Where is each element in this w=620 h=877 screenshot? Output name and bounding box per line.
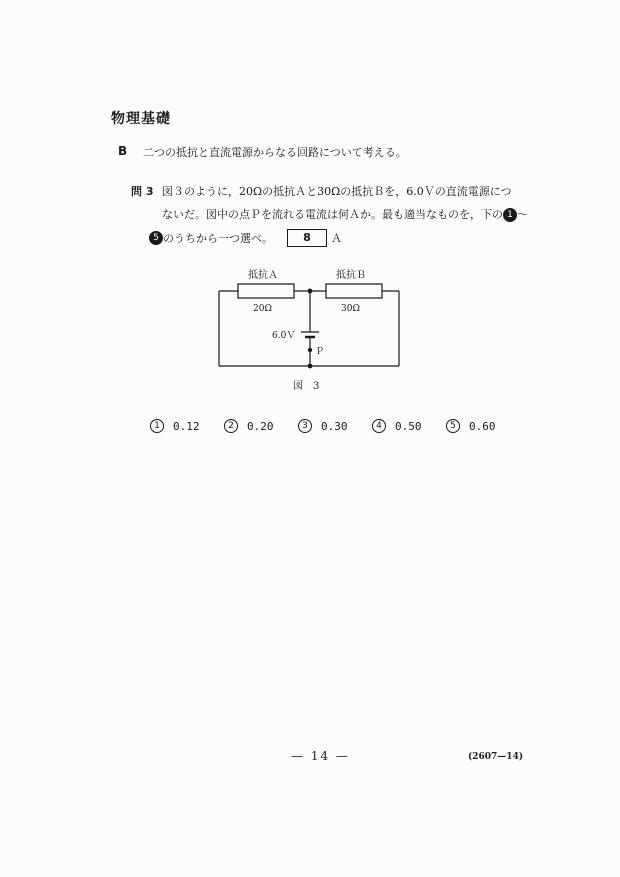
- choice-value: 0.60: [469, 419, 496, 433]
- choice-range-start-marker: 1: [503, 208, 517, 222]
- choice-range-end-marker: 5: [149, 231, 163, 245]
- choice-number: 3: [298, 419, 312, 433]
- answer-choices: [150, 419, 520, 433]
- question-text-line3-main: のうちから一つ選べ。: [163, 232, 273, 245]
- choice-value: 0.50: [395, 419, 422, 433]
- choice-number: 2: [224, 419, 238, 433]
- question-text-line3: [149, 229, 342, 247]
- choice-number: 1: [150, 419, 164, 433]
- question-text-line1: 図３のように，20Ωの抵抗Ａと30Ωの抵抗Ｂを，6.0Ｖの直流電源につ: [162, 185, 512, 198]
- answer-unit: Ａ: [331, 232, 342, 245]
- part-intro-text: 二つの抵抗と直流電源からなる回路について考える。: [143, 146, 407, 159]
- resistor-a-value: 20Ω: [253, 304, 272, 314]
- section-title: 物理基礎: [111, 111, 171, 127]
- range-tilde: ～: [517, 208, 528, 221]
- question-text-line2-main: ないだ。図中の点Ｐを流れる電流は何Ａか。最も適当なものを，下の: [162, 208, 503, 221]
- resistor-b-value: 30Ω: [341, 304, 360, 314]
- figure-caption: 図 3: [293, 381, 320, 392]
- document-code: (2607—14): [468, 752, 524, 762]
- circuit-figure: [200, 262, 420, 397]
- choice-value: 0.30: [321, 419, 348, 433]
- voltage-label: 6.0Ｖ: [272, 331, 296, 341]
- question-text-line2: [162, 206, 528, 222]
- point-p-dot: [308, 348, 312, 352]
- bottom-junction-dot: [308, 364, 313, 369]
- top-junction-dot: [308, 289, 313, 294]
- choice-number: 4: [372, 419, 386, 433]
- question-label: 問 3: [131, 185, 154, 198]
- resistor-a-label: 抵抗Ａ: [248, 270, 278, 281]
- part-label: B: [118, 144, 128, 158]
- choice-value: 0.20: [247, 419, 274, 433]
- resistor-b-label: 抵抗Ｂ: [336, 270, 366, 281]
- choice-number: 5: [446, 419, 460, 433]
- resistor-a: [238, 284, 294, 298]
- choice-3[interactable]: [298, 419, 372, 433]
- choice-5[interactable]: [446, 419, 520, 433]
- choice-2[interactable]: [224, 419, 298, 433]
- resistor-b: [326, 284, 382, 298]
- choice-1[interactable]: [150, 419, 224, 433]
- answer-box[interactable]: 8: [287, 229, 327, 247]
- choice-value: 0.12: [173, 419, 200, 433]
- page-number: — 14 —: [291, 749, 350, 763]
- point-p-label: Ｐ: [315, 347, 325, 357]
- choice-4[interactable]: [372, 419, 446, 433]
